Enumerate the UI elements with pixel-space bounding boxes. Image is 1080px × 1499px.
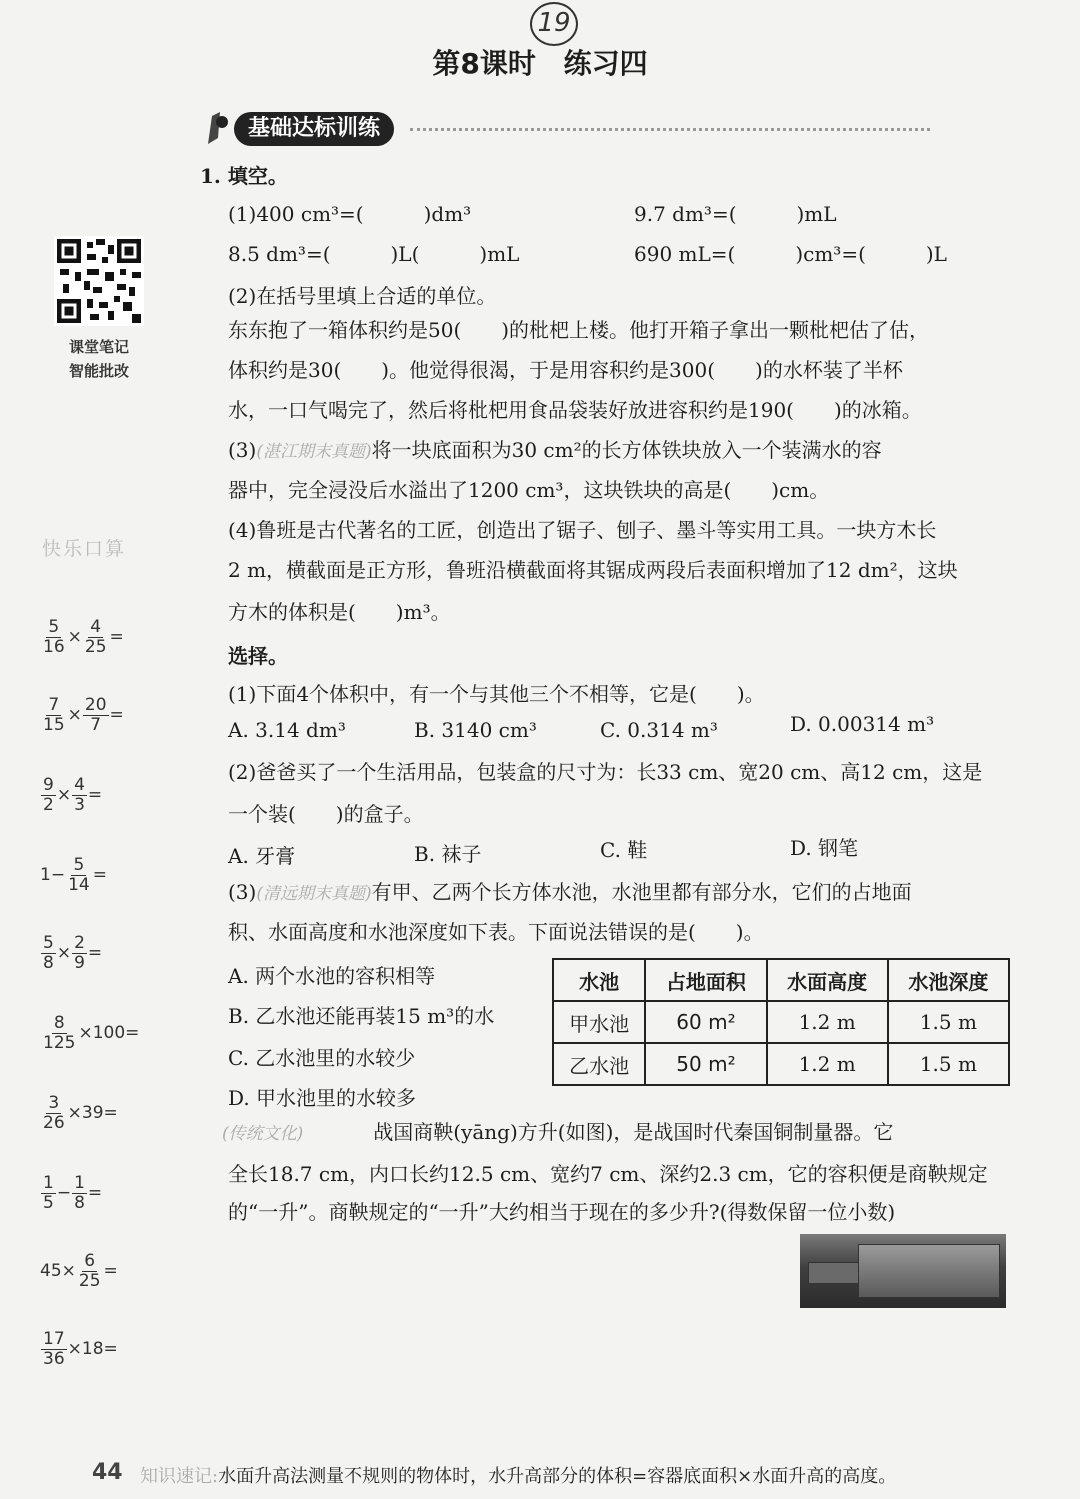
pencil-icon <box>202 108 232 148</box>
numerator: 5 <box>48 617 60 637</box>
q1-part4-line2: 2 m，横截面是正方形，鲁班沿横截面将其锯成两段后表面积增加了12 dm²，这块 <box>228 558 958 582</box>
q2-choice3-line1 <box>228 876 912 905</box>
mental-math-item <box>40 1252 118 1290</box>
table-header-cell: 水池 <box>553 959 645 1001</box>
q3-line3: 的“一升”。商鞅规定的“一升”大约相当于现在的多少升?(得数保留一位小数) <box>228 1200 896 1224</box>
fraction <box>41 934 56 972</box>
q1-part2-line3: 水，一口气喝完了，然后将枇杷用食品袋装好放进容积约是190( )的冰箱。 <box>228 398 922 422</box>
page-number-circle: 19 <box>530 2 578 46</box>
q2-choice1-option-d: D. 0.00314 m³ <box>790 712 935 736</box>
fraction <box>83 696 109 734</box>
q2-choice3-source-tag: (清远期末真题) <box>256 884 372 904</box>
q2-choice1-prompt: (1)下面4个体积中，有一个与其他三个不相等，它是( )。 <box>228 682 765 706</box>
fraction <box>72 934 87 972</box>
math-prefix: 45× <box>40 1261 76 1282</box>
denominator: 8 <box>74 1192 85 1213</box>
denominator: 15 <box>43 714 65 735</box>
q1-part3-text: 将一块底面积为30 cm²的长方体铁块放入一个装满水的容 <box>371 438 882 462</box>
fraction <box>66 856 92 894</box>
numerator: 9 <box>43 775 54 795</box>
q1-part2-prompt: (2)在括号里填上合适的单位。 <box>228 284 497 308</box>
table-cell: 60 m² <box>645 1001 766 1043</box>
q1-part1-c: 8.5 dm³=( )L( )mL <box>228 242 520 266</box>
table-cell: 1.5 m <box>888 1001 1009 1043</box>
q1-part3-line2: 器中，完全浸没后水溢出了1200 cm³，这块铁块的高是( )cm。 <box>228 478 830 502</box>
numerator: 5 <box>73 855 85 875</box>
fraction <box>41 1014 77 1052</box>
fraction <box>72 776 87 814</box>
qr-caption-notes: 课堂笔记 <box>68 338 129 356</box>
mental-math-item <box>40 618 124 656</box>
denominator: 9 <box>74 952 85 973</box>
numerator: 8 <box>53 1013 65 1033</box>
mental-math-item <box>40 856 107 894</box>
table-header-cell: 占地面积 <box>645 959 766 1001</box>
math-tail: = <box>87 943 103 964</box>
q3-line1 <box>222 1116 893 1145</box>
table-row <box>553 1043 1009 1085</box>
mental-math-item <box>40 1014 139 1052</box>
math-operator: × <box>67 705 82 726</box>
q1-part3-line1 <box>228 434 882 463</box>
q1-part2-line2: 体积约是30( )。他觉得很渴，于是用容积约是300( )的水杯装了半杯 <box>228 358 903 382</box>
table-cell: 1.2 m <box>767 1001 888 1043</box>
q1-heading: 1. 填空。 <box>200 164 288 188</box>
numerator: 2 <box>74 933 85 953</box>
table-cell: 1.2 m <box>767 1043 888 1085</box>
q1-part4-line1: (4)鲁班是古代著名的工匠，创造出了锯子、刨子、墨斗等实用工具。一块方木长 <box>228 518 937 542</box>
denominator: 25 <box>78 1270 101 1291</box>
denominator: 5 <box>43 1192 54 1213</box>
q2-choice2-option-d: D. 钢笔 <box>790 836 859 860</box>
denominator: 8 <box>43 952 54 973</box>
denominator: 16 <box>43 636 65 657</box>
q1-part3-number: (3) <box>228 438 257 462</box>
numerator: 7 <box>48 695 60 715</box>
q1-part1-d: 690 mL=( )cm³=( )L <box>634 242 947 266</box>
denominator: 125 <box>43 1032 76 1053</box>
fraction <box>41 776 56 814</box>
math-operator: × <box>67 627 82 648</box>
math-tail: = <box>109 627 124 648</box>
q3-text: 战国商鞅(yāng)方升(如图)，是战国时代秦国铜制量器。它 <box>373 1120 894 1144</box>
q2-choice3-option-b: B. 乙水池还能再装15 m³的水 <box>228 1004 495 1028</box>
math-tail: ×39= <box>67 1103 118 1124</box>
fraction <box>77 1252 103 1290</box>
q1-part4-line3: 方木的体积是( )m³。 <box>228 600 451 624</box>
table-cell: 1.5 m <box>888 1043 1009 1085</box>
table-cell: 50 m² <box>645 1043 766 1085</box>
q1-part1-b: 9.7 dm³=( )mL <box>634 202 837 226</box>
q1-part1-a: (1)400 cm³=( )dm³ <box>228 202 472 226</box>
math-prefix: 1− <box>40 865 66 886</box>
numerator: 3 <box>48 1093 60 1113</box>
table-row <box>553 1001 1009 1043</box>
math-tail: = <box>87 1183 103 1204</box>
numerator: 20 <box>84 695 107 715</box>
denominator: 3 <box>74 794 85 815</box>
fraction <box>41 618 67 656</box>
fraction <box>41 696 67 734</box>
q2-choice2-option-b: B. 袜子 <box>414 842 482 866</box>
denominator: 14 <box>68 874 90 895</box>
fraction <box>83 618 109 656</box>
q2-choice2-line1: (2)爸爸买了一个生活用品，包装盒的尺寸为：长33 cm、宽20 cm、高12 cm，这是 <box>228 760 983 784</box>
qr-code[interactable] <box>54 236 144 326</box>
q2-choice1-option-c: C. 0.314 m³ <box>600 718 718 742</box>
q2-choice2-line2: 一个装( )的盒子。 <box>228 802 424 826</box>
denominator: 2 <box>43 794 54 815</box>
q2-choice1-option-b: B. 3140 cm³ <box>414 718 537 742</box>
section-banner-label: 基础达标训练 <box>234 112 394 146</box>
q2-choice3-option-a: A. 两个水池的容积相等 <box>228 964 436 988</box>
shang-yang-fangsheng-photo <box>800 1234 1006 1308</box>
math-tail: ×18= <box>67 1339 118 1360</box>
fraction <box>72 1174 87 1212</box>
denominator: 26 <box>43 1112 65 1133</box>
numerator: 5 <box>43 933 54 953</box>
math-tail: = <box>109 705 124 726</box>
numerator: 1 <box>74 1173 85 1193</box>
math-tail: = <box>92 865 107 886</box>
numerator: 4 <box>90 617 102 637</box>
q2-choice3-text: 有甲、乙两个长方体水池，水池里都有部分水，它们的占地面 <box>371 880 912 904</box>
table-cell: 乙水池 <box>553 1043 645 1085</box>
table-header-cell: 水池深度 <box>888 959 1009 1001</box>
table-header-row <box>553 959 1009 1001</box>
math-tail: = <box>103 1261 118 1282</box>
fraction <box>41 1330 67 1368</box>
mental-math-item <box>40 1174 102 1212</box>
math-tail: = <box>87 785 103 806</box>
q3-source-tag: (传统文化) <box>222 1124 304 1144</box>
fraction <box>41 1174 56 1212</box>
lesson-title: 第8课时 练习四 <box>432 47 648 80</box>
table-cell: 甲水池 <box>553 1001 645 1043</box>
mental-math-title: 快乐口算 <box>42 538 127 560</box>
table-header-cell: 水面高度 <box>767 959 888 1001</box>
q2-choice3-line2: 积、水面高度和水池深度如下表。下面说法错误的是( )。 <box>228 920 764 944</box>
q1-part2-line1: 东东抱了一箱体积约是50( )的枇杷上楼。他打开箱子拿出一颗枇杷估了估， <box>228 318 930 342</box>
footer-text: 水面升高法测量不规则的物体时，水升高部分的体积=容器底面积×水面升高的高度。 <box>218 1466 897 1487</box>
q1-part3-source-tag: (湛江期末真题) <box>256 442 372 462</box>
q2-heading: 选择。 <box>228 644 288 668</box>
math-operator: × <box>56 785 72 806</box>
q2-choice2-option-c: C. 鞋 <box>600 838 648 862</box>
q2-choice1-option-a: A. 3.14 dm³ <box>228 718 346 742</box>
q2-choice3-option-c: C. 乙水池里的水较少 <box>228 1046 416 1070</box>
math-operator: × <box>56 943 72 964</box>
banner-divider <box>410 128 930 131</box>
numerator: 6 <box>84 1251 96 1271</box>
numerator: 1 <box>43 1173 54 1193</box>
q2-choice3-number: (3) <box>228 880 257 904</box>
q2-choice2-option-a: A. 牙膏 <box>228 844 296 868</box>
math-operator: − <box>56 1183 72 1204</box>
mental-math-item <box>40 934 102 972</box>
pool-table <box>552 958 1010 1086</box>
q2-choice3-option-d: D. 甲水池里的水较多 <box>228 1086 417 1110</box>
denominator: 36 <box>43 1348 65 1369</box>
footer-note <box>140 1462 896 1488</box>
q3-line2: 全长18.7 cm，内口长约12.5 cm、宽约7 cm、深约2.3 cm，它的容积便是商鞅规定 <box>228 1162 988 1186</box>
qr-caption-grading: 智能批改 <box>68 362 129 380</box>
denominator: 7 <box>90 714 102 735</box>
mental-math-item <box>40 696 124 734</box>
section-banner <box>200 104 940 154</box>
mental-math-item <box>40 776 102 814</box>
page-number: 44 <box>92 1460 123 1485</box>
denominator: 25 <box>84 636 107 657</box>
footer-label: 知识速记: <box>140 1466 219 1487</box>
mental-math-item <box>40 1094 118 1132</box>
math-tail: ×100= <box>78 1023 140 1044</box>
mental-math-item <box>40 1330 118 1368</box>
numerator: 17 <box>43 1329 65 1349</box>
photo-vessel <box>858 1244 1000 1298</box>
numerator: 4 <box>74 775 85 795</box>
fraction <box>41 1094 67 1132</box>
